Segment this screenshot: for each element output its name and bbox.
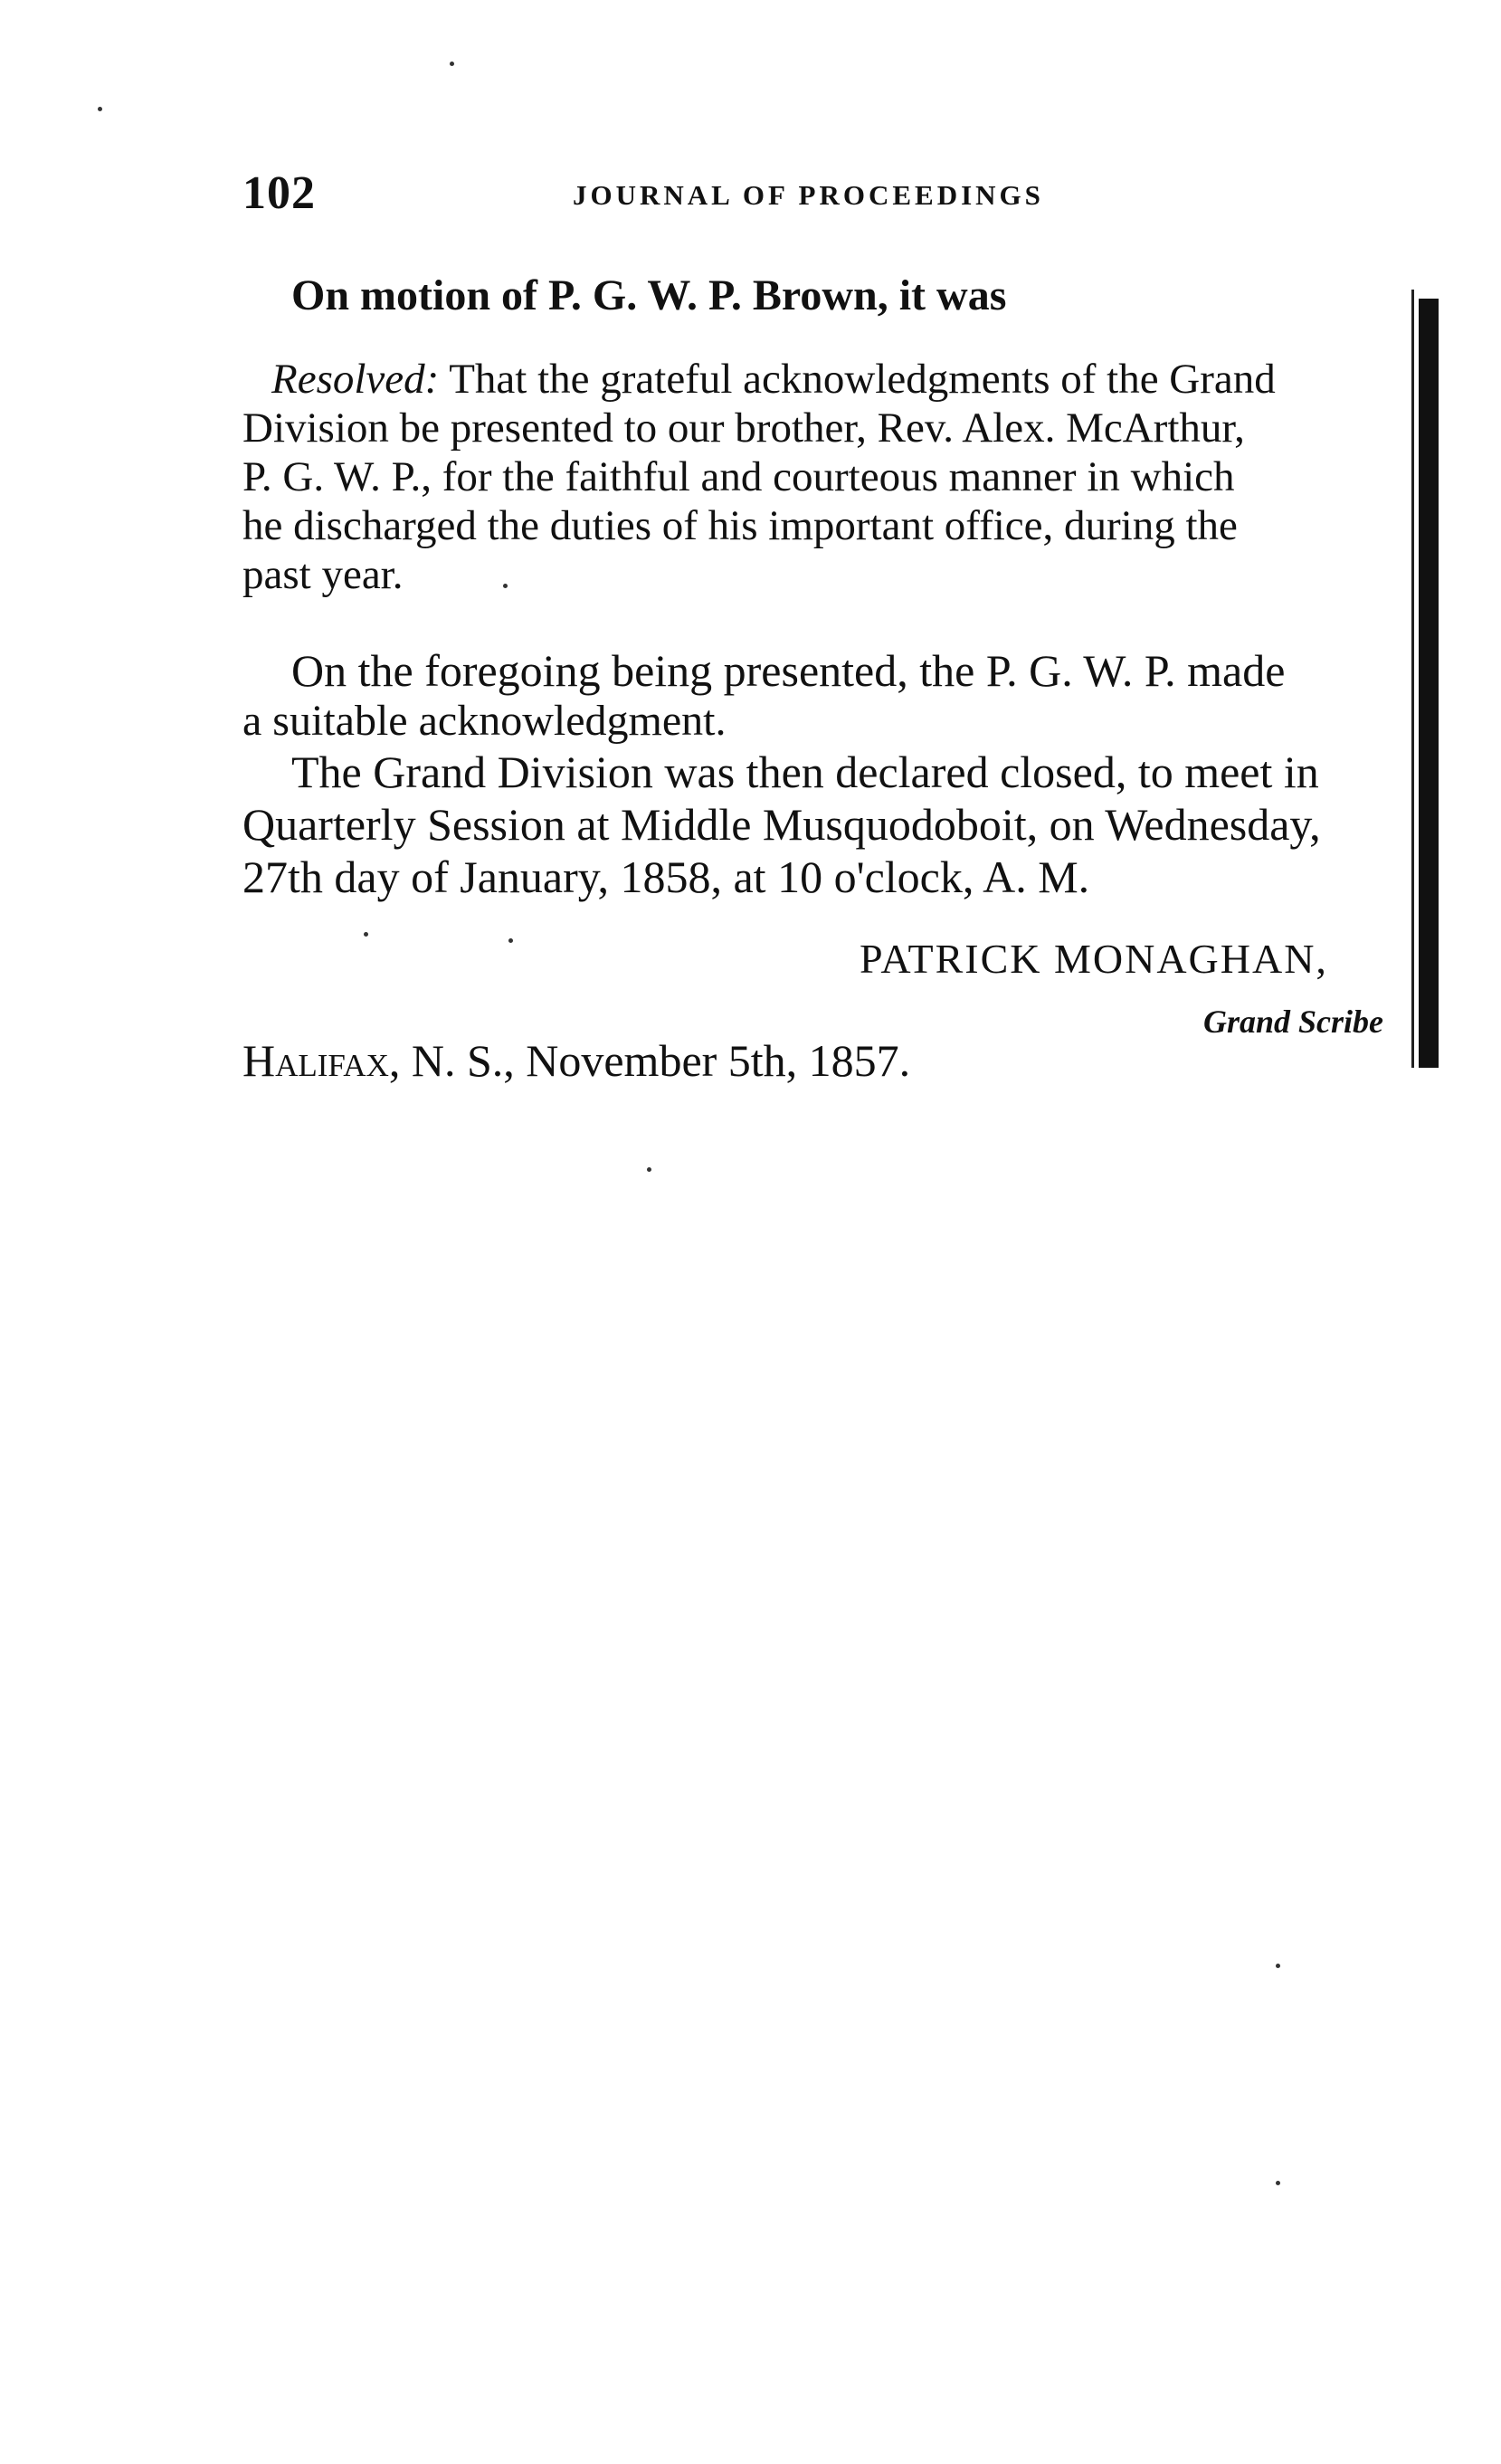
closing-line-2: Quarterly Session at Middle Musquodoboit, on Wednesday,	[242, 799, 1321, 850]
foregoing-line-2: a suitable acknowledgment.	[242, 697, 727, 745]
resolved-line-2: Division be presented to our brother, Rev. Alex. McArthur,	[242, 404, 1245, 452]
page-edge-bar	[1419, 299, 1439, 1068]
page-number: 102	[242, 167, 316, 219]
motion-line: On motion of P. G. W. P. Brown, it was	[291, 271, 1007, 319]
resolved-line-1	[271, 355, 1276, 404]
resolved-line-3: P. G. W. P., for the faithful and courteous manner in which	[242, 453, 1235, 500]
resolved-label: Resolved:	[271, 356, 440, 403]
speck	[508, 938, 513, 943]
closing-line-1: The Grand Division was then declared closed, to meet in	[291, 747, 1319, 797]
signature-name: PATRICK MONAGHAN,	[860, 936, 1328, 982]
resolved-line-5: past year.	[242, 551, 404, 598]
dateline-place: Halifax	[242, 1035, 389, 1086]
speck	[98, 107, 102, 111]
closing-line-3: 27th day of January, 1858, at 10 o'clock, A. M.	[242, 851, 1090, 902]
running-head: JOURNAL OF PROCEEDINGS	[573, 179, 1044, 211]
speck	[450, 62, 454, 66]
speck	[1276, 2181, 1280, 2185]
dateline	[242, 1034, 910, 1087]
speck	[1276, 1964, 1280, 1968]
signature-title: Grand Scribe	[1203, 1004, 1384, 1040]
speck	[503, 584, 508, 588]
foregoing-line-1: On the foregoing being presented, the P. G. W. P. made	[291, 645, 1286, 696]
dateline-rest: , N. S., November 5th, 1857.	[388, 1035, 911, 1086]
resolved-line-4: he discharged the duties of his important office, during the	[242, 502, 1238, 549]
resolved-text-1: That the grateful acknowledgments of the Grand	[439, 356, 1276, 403]
speck	[364, 932, 368, 937]
speck	[647, 1167, 651, 1172]
page-edge-shadow	[1411, 290, 1414, 1068]
page-header	[242, 166, 1156, 221]
